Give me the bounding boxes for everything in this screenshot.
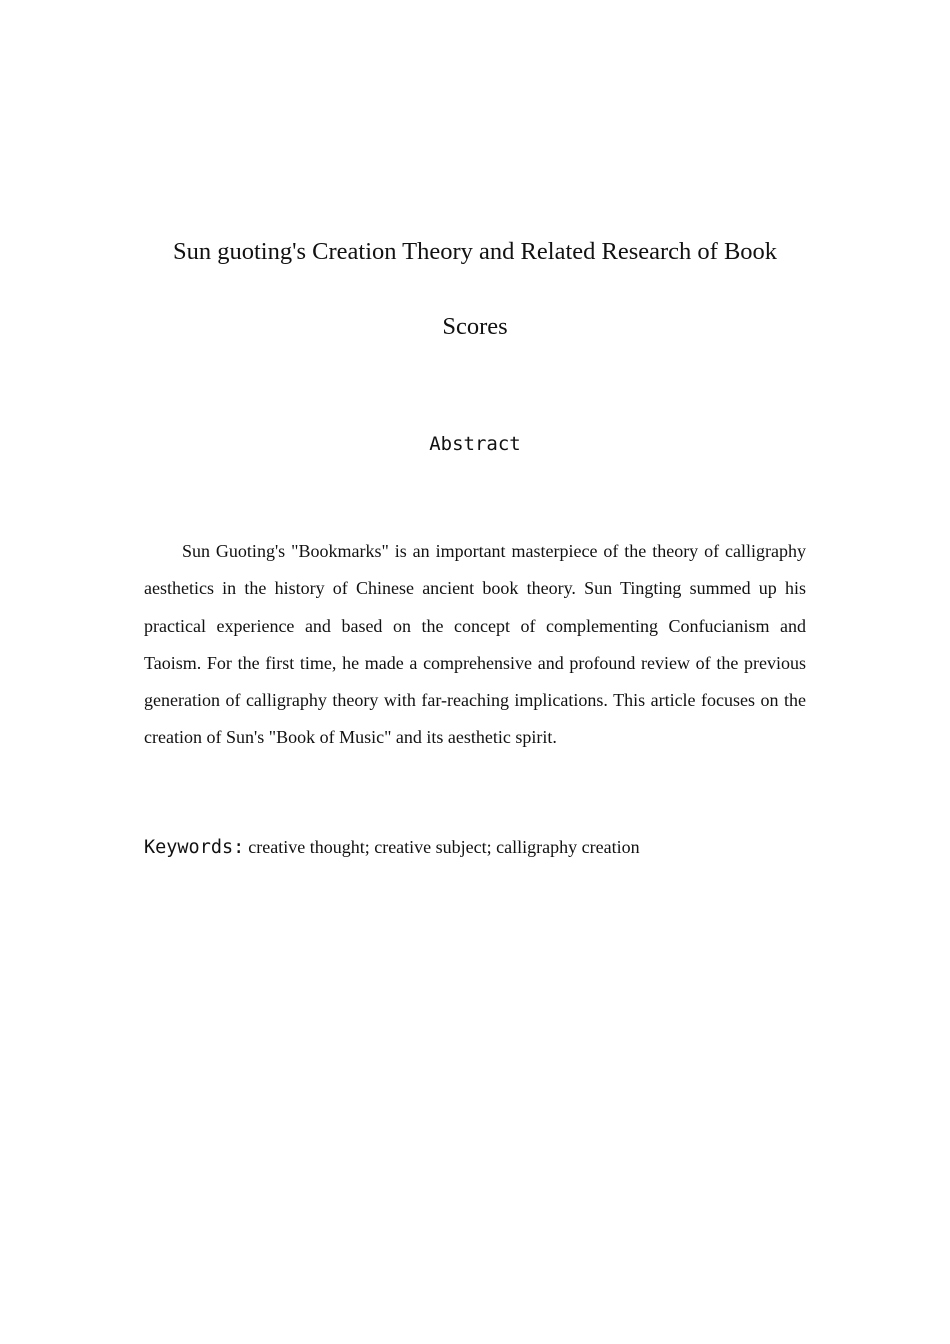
abstract-heading: Abstract [429, 433, 521, 455]
keywords-label: Keywords: [144, 837, 245, 858]
abstract-paragraph: Sun Guoting's "Bookmarks" is an important masterpiece of the theory of calligraphy aesthetics in the history of Chinese ancient book theory. Sun Tingting summed up his practical experience and based on the concept of complementing Confucianism and Taoism. For the first time, he made a comprehensive and profound review of the previous generation of calligraphy theory with far-reaching implications. This article focuses on the creation of Sun's "Book of Music" and its aesthetic spirit. [144, 541, 806, 748]
keywords-line [144, 831, 806, 865]
keywords-text: creative thought; creative subject; calligraphy creation [248, 837, 640, 857]
paper-title: Sun guoting's Creation Theory and Related Research of Book Scores [172, 238, 778, 340]
